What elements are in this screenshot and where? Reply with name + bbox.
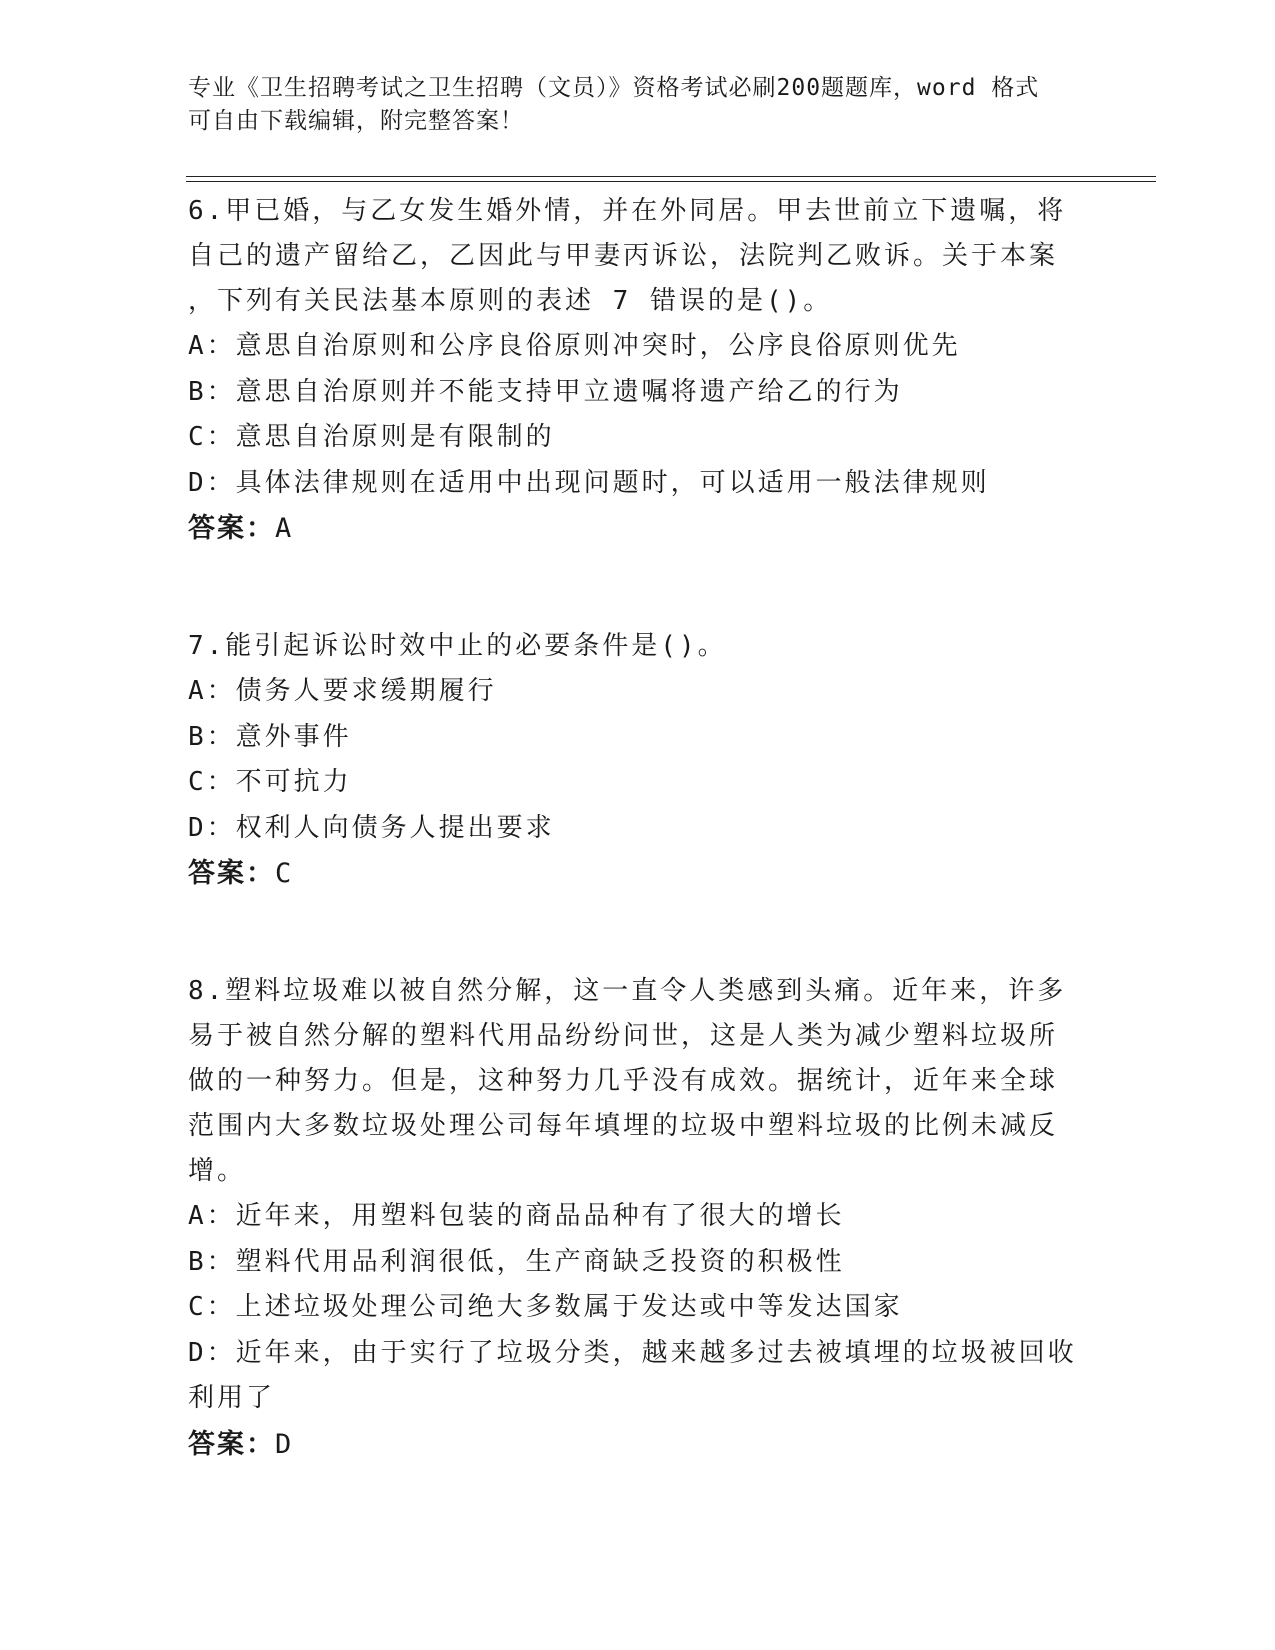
option-b: B：塑料代用品利润很低，生产商缺乏投资的积极性 — [188, 1246, 845, 1277]
answer-label: 答案： — [188, 858, 275, 889]
question-stem-line: 自己的遗产留给乙，乙因此与甲妻丙诉讼，法院判乙败诉。关于本案 — [188, 241, 1059, 271]
spacer — [188, 552, 1078, 624]
question-8 — [188, 969, 1078, 1468]
question-list — [188, 189, 1078, 1468]
option-d: D：权利人向债务人提出要求 — [188, 812, 555, 843]
question-stem-line: 6.甲已婚，与乙女发生婚外情，并在外同居。甲去世前立下遗嘱，将 — [188, 196, 1067, 226]
header-line-2: 可自由下载编辑，附完整答案！ — [188, 108, 524, 134]
document-header — [188, 72, 1068, 138]
option-c: C：不可抗力 — [188, 767, 352, 797]
question-stem-line: 易于被自然分解的塑料代用品纷纷问世，这是人类为减少塑料垃圾所 — [188, 1021, 1059, 1051]
option-c: C：上述垃圾处理公司绝大多数属于发达或中等发达国家 — [188, 1292, 903, 1322]
answer-label: 答案： — [188, 513, 275, 544]
answer-value: C — [275, 858, 294, 889]
question-7 — [188, 624, 1078, 897]
spacer — [188, 897, 1078, 969]
question-stem-line: 7.能引起诉讼时效中止的必要条件是()。 — [188, 631, 727, 661]
header-divider-top — [186, 176, 1156, 177]
option-c: C：意思自治原则是有限制的 — [188, 422, 555, 452]
question-6 — [188, 189, 1078, 552]
option-d-continued: 利用了 — [188, 1383, 276, 1413]
option-b: B：意外事件 — [188, 721, 352, 752]
answer-value: D — [275, 1428, 294, 1460]
answer — [188, 1422, 1078, 1468]
header-divider-bottom — [186, 181, 1156, 182]
question-stem-line: 范围内大多数垃圾处理公司每年填埋的垃圾中塑料垃圾的比例未减反 — [188, 1111, 1059, 1141]
answer — [188, 851, 1078, 897]
option-a: A：债务人要求缓期履行 — [188, 676, 497, 706]
question-stem-line: 8.塑料垃圾难以被自然分解，这一直令人类感到头痛。近年来，许多 — [188, 976, 1067, 1006]
answer-label: 答案： — [188, 1428, 275, 1460]
option-d: D：具体法律规则在适用中出现问题时，可以适用一般法律规则 — [188, 467, 990, 498]
header-line-1: 专业《卫生招聘考试之卫生招聘（文员）》资格考试必刷200题题库，word 格式 — [188, 75, 1040, 101]
answer — [188, 506, 1078, 552]
option-a: A：意思自治原则和公序良俗原则冲突时，公序良俗原则优先 — [188, 331, 961, 361]
question-stem-line: 做的一种努力。但是，这种努力几乎没有成效。据统计，近年来全球 — [188, 1066, 1059, 1096]
question-stem-line: 增。 — [188, 1156, 247, 1186]
option-b: B：意思自治原则并不能支持甲立遗嘱将遗产给乙的行为 — [188, 376, 903, 407]
question-stem-line: ，下列有关民法基本原则的表述 7 错误的是()。 — [188, 286, 833, 316]
option-d: D：近年来，由于实行了垃圾分类，越来越多过去被填埋的垃圾被回收 — [188, 1337, 1077, 1368]
option-a: A：近年来，用塑料包装的商品品种有了很大的增长 — [188, 1201, 845, 1231]
answer-value: A — [275, 513, 294, 544]
